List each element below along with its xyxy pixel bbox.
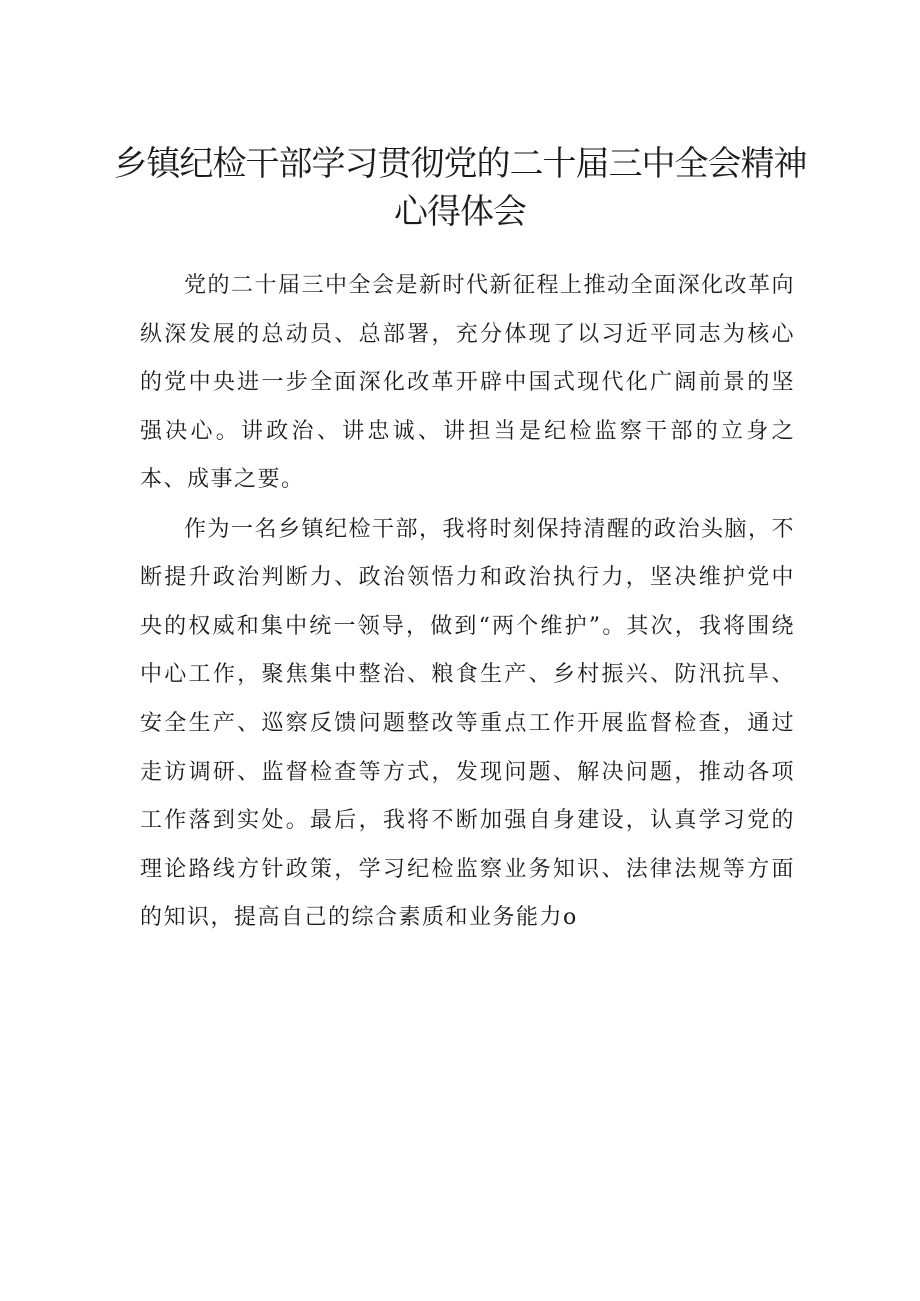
- paragraph-1: 党的二十届三中全会是新时代新征程上推动全面深化改革向纵深发展的总动员、总部署，充分体现了以习近平同志为核心的党中央进一步全面深化改革开辟中国式现代化广阔前景的坚强决心。讲政治、讲忠诚、讲担当是纪检监察干部的立身之本、成事之要。: [140, 273, 796, 493]
- document-title: 乡镇纪检干部学习贯彻党的二十届三中全会精神心得体会: [113, 144, 807, 232]
- paragraph-2: 作为一名乡镇纪检干部，我将时刻保持清醒的政治头脑，不断提升政治判断力、政治领悟力和政治执行力，坚决维护党中央的权威和集中统一领导，做到“两个维护”。其次，我将围绕中心工作，聚焦集中整治、粮食生产、乡村振兴、防汛抗旱、安全生产、巡察反馈问题整改等重点工作开展监督检查，通过走访调研、监督检查等方式，发现问题、解决问题，推动各项工作落到实处。最后，我将不断加强自身建设，认真学习党的理论路线方针政策，学习纪检监察业务知识、法律法规等方面的知识，提高自己的综合素质和业务能力o: [140, 516, 796, 931]
- document-body: [140, 262, 795, 944]
